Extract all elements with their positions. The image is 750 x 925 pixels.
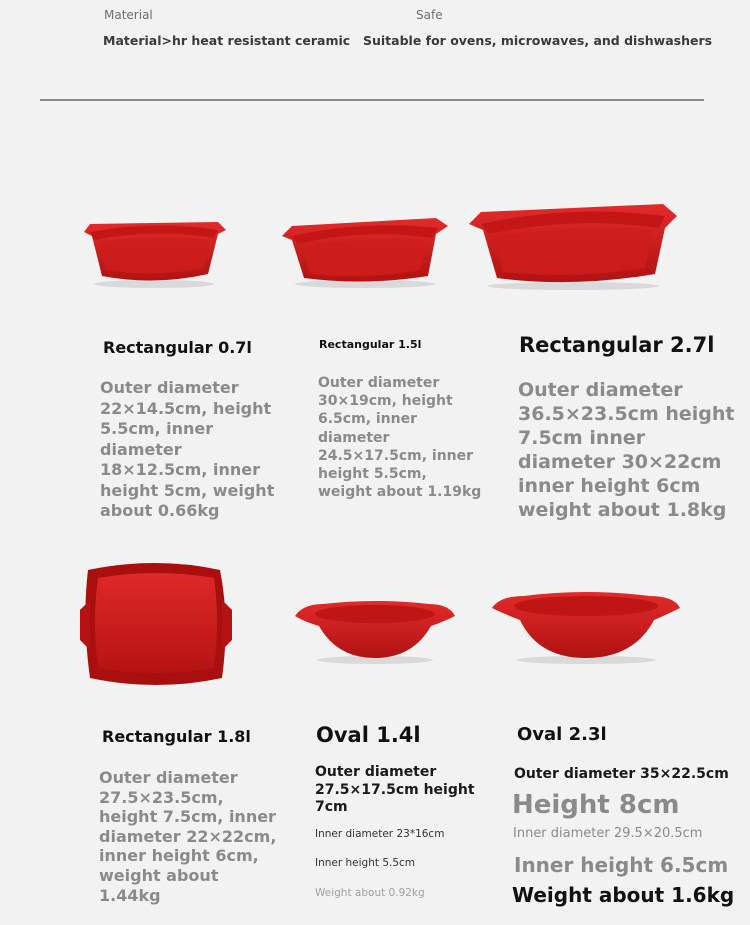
product-title-rect-1-8l: Rectangular 1.8l — [102, 727, 251, 746]
product-desc-rect-0-7l: Outer diameter 22×14.5cm, height 5.5cm, inner diameter 18×12.5cm, inner height 5cm, weight about 0.66kg — [100, 378, 275, 520]
product-title-rect-0-7l: Rectangular 0.7l — [103, 338, 252, 357]
product-inner-height-oval-2-3l: Inner height 6.5cm — [514, 853, 729, 877]
header-divider — [40, 99, 704, 101]
dish-image-oval-1-4l — [293, 596, 457, 664]
product-title-rect-1-5l: Rectangular 1.5l — [319, 338, 422, 351]
product-title-oval-1-4l: Oval 1.4l — [316, 723, 421, 747]
material-label: Material — [104, 8, 153, 22]
product-weight-oval-2-3l: Weight about 1.6kg — [512, 883, 735, 907]
product-title-oval-2-3l: Oval 2.3l — [517, 724, 607, 745]
dish-image-rect-2-7l — [467, 198, 679, 290]
dish-image-rect-0-7l — [80, 212, 228, 288]
product-desc-rect-1-5l: Outer diameter 30×19cm, height 6.5cm, inner diameter 24.5×17.5cm, inner height 5.5cm, weight about 1.19kg — [318, 375, 482, 501]
material-value: Material>hr heat resistant ceramic — [103, 33, 351, 48]
product-inner-oval-1-4l: Inner diameter 23*16cm — [315, 828, 445, 840]
product-outer-oval-2-3l: Outer diameter 35×22.5cm — [514, 766, 729, 782]
product-weight-oval-1-4l: Weight about 0.92kg — [315, 887, 425, 899]
product-outer-oval-1-4l: Outer diameter 27.5×17.5cm height 7cm — [315, 764, 475, 815]
dish-image-oval-2-3l — [490, 586, 682, 664]
dish-image-rect-1-5l — [280, 212, 450, 288]
product-inner-oval-2-3l: Inner diameter 29.5×20.5cm — [513, 826, 703, 841]
product-height-oval-2-3l: Height 8cm — [512, 790, 680, 820]
product-desc-rect-1-8l: Outer diameter 27.5×23.5cm, height 7.5cm, inner diameter 22×22cm, inner height 6cm, weight about 1.44kg — [99, 768, 277, 905]
safe-label: Safe — [416, 8, 443, 22]
product-desc-rect-2-7l: Outer diameter 36.5×23.5cm height 7.5cm inner diameter 30×22cm inner height 6cm weight about 1.8kg — [518, 379, 735, 521]
product-inner-height-oval-1-4l: Inner height 5.5cm — [315, 857, 416, 869]
safe-value: Suitable for ovens, microwaves, and dishwashers — [363, 33, 713, 48]
dish-image-rect-1-8l — [80, 560, 232, 690]
product-title-rect-2-7l: Rectangular 2.7l — [519, 333, 715, 357]
